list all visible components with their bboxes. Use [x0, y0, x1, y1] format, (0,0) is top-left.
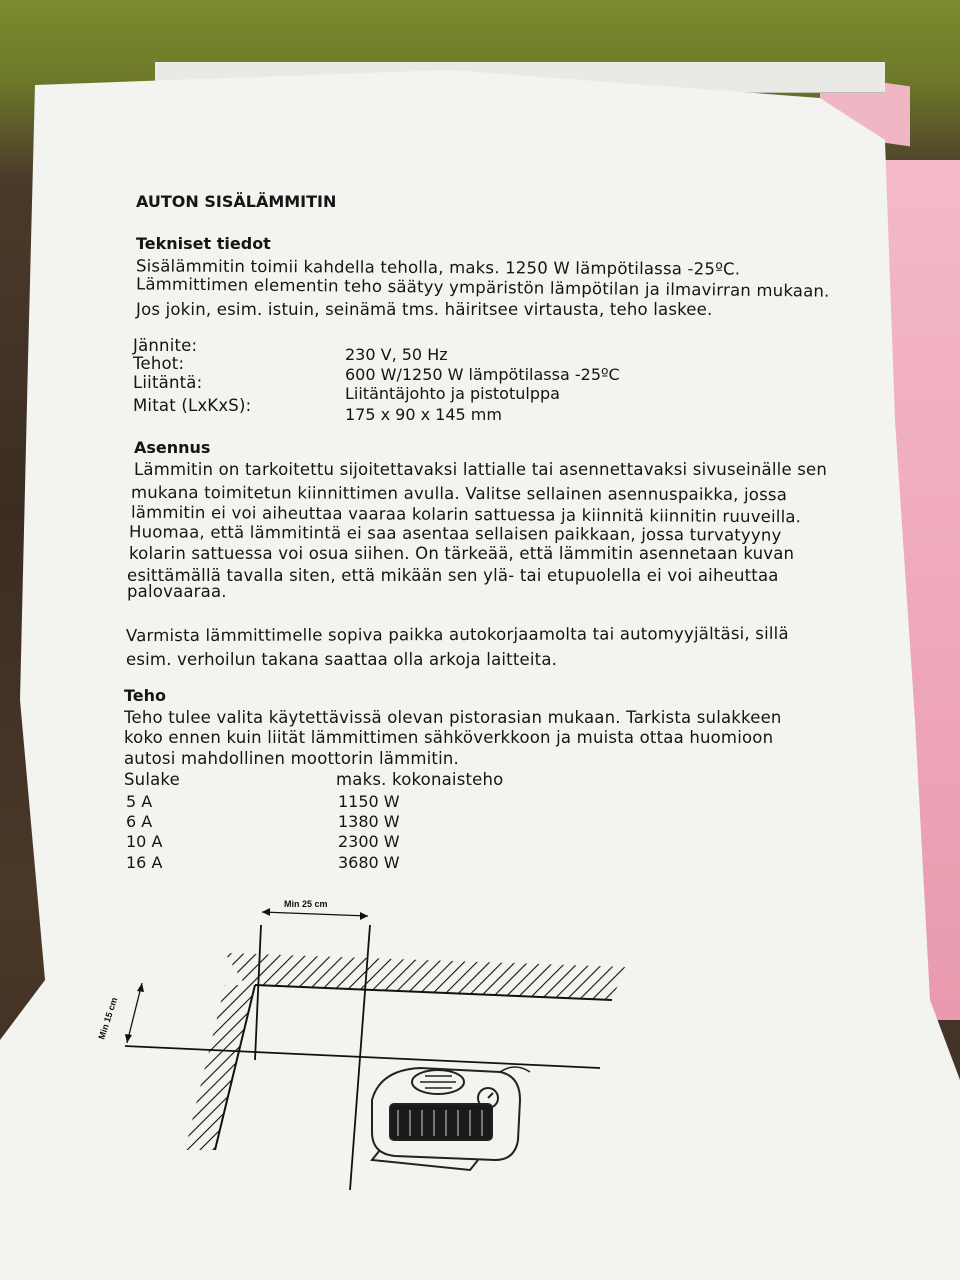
- install-line-2: mukana toimitetun kiinnittimen avulla. Valitse sellainen asennuspaikka, jossa: [130, 482, 788, 505]
- arrow-head: [360, 912, 368, 920]
- spec-label-power: Tehot:: [133, 354, 185, 373]
- spec-value-power: 600 W/1250 W lämpötilassa -25ºC: [345, 365, 620, 384]
- power-line-1: Teho tulee valita käytettävissä olevan pistorasian mukaan. Tarkista sulakkeen: [124, 708, 782, 727]
- spec-label-voltage: Jännite:: [133, 336, 198, 355]
- tech-heading: Tekniset tiedot: [136, 234, 271, 253]
- arrow-head: [137, 983, 144, 992]
- power-line-2: koko ennen kuin liität lämmittimen sähköverkkoon ja muista ottaa huomioon: [124, 728, 774, 747]
- guide-line: [255, 925, 261, 1060]
- dimension-arrow: [262, 912, 368, 916]
- power-cell: 1380 W: [338, 812, 400, 831]
- spec-value-connection: Liitäntäjohto ja pistotulppa: [345, 384, 560, 403]
- power-cell: 3680 W: [338, 853, 400, 872]
- install-line-7: palovaaraa.: [127, 582, 227, 601]
- min-top-label: Min 25 cm: [284, 899, 328, 909]
- guide-line: [125, 1046, 600, 1068]
- power-cell: 1150 W: [338, 792, 400, 811]
- arrow-head: [262, 908, 270, 916]
- install-line-3: lämmitin ei voi aiheuttaa vaaraa kolarin sattuessa ja kiinnitä kiinnitin ruuveilla.: [130, 502, 802, 527]
- install-note-line-2: esim. verhoilun takana saattaa olla arkoja laitteita.: [126, 650, 558, 669]
- fuse-cell: 10 A: [126, 832, 163, 851]
- fuse-cell: 6 A: [126, 812, 153, 831]
- install-note-line-1: Varmista lämmittimelle sopiva paikka autokorjaamolta tai automyyjältäsi, sillä: [125, 623, 789, 646]
- fuse-cell: 16 A: [126, 853, 163, 872]
- install-heading: Asennus: [134, 438, 211, 457]
- power-line-3: autosi mahdollinen moottorin lämmitin.: [124, 749, 459, 768]
- install-line-4: Huomaa, että lämmitintä ei saa asentaa sellaisen paikkaan, jossa turvatyyny: [128, 522, 782, 545]
- document-title: AUTON SISÄLÄMMITIN: [136, 192, 337, 211]
- max-power-column-header: maks. kokonaisteho: [336, 770, 504, 789]
- dimension-arrow: [127, 983, 142, 1043]
- tech-line-3: Jos jokin, esim. istuin, seinämä tms. häiritsee virtausta, teho laskee.: [136, 300, 713, 319]
- spec-label-connection: Liitäntä:: [133, 373, 203, 392]
- spec-value-voltage: 230 V, 50 Hz: [345, 345, 448, 364]
- fuse-cell: 5 A: [126, 792, 153, 811]
- heater-illustration: [372, 1067, 530, 1170]
- fuse-column-header: Sulake: [124, 770, 180, 789]
- install-line-6: esittämällä tavalla siten, että mikään sen ylä- tai etupuolella ei voi aiheuttaa: [127, 566, 779, 585]
- spec-value-dimensions: 175 x 90 x 145 mm: [345, 405, 502, 424]
- arrow-head: [125, 1034, 132, 1043]
- spec-label-dimensions: Mitat (LxKxS):: [133, 396, 252, 415]
- tech-line-1: Sisälämmitin toimii kahdella teholla, maks. 1250 W lämpötilassa -25ºC.: [135, 256, 741, 279]
- power-heading: Teho: [124, 686, 167, 705]
- min-side-label: Min 15 cm: [96, 996, 120, 1041]
- tech-line-2: Lämmittimen elementin teho säätyy ympäristön lämpötilan ja ilmavirran mukaan.: [135, 274, 830, 301]
- install-line-1: Lämmitin on tarkoitettu sijoitettavaksi lattialle tai asennettavaksi sivuseinälle sen: [134, 460, 828, 479]
- install-line-5: kolarin sattuessa voi osua siihen. On tärkeää, että lämmitin asennetaan kuvan: [129, 544, 795, 563]
- power-cell: 2300 W: [338, 832, 400, 851]
